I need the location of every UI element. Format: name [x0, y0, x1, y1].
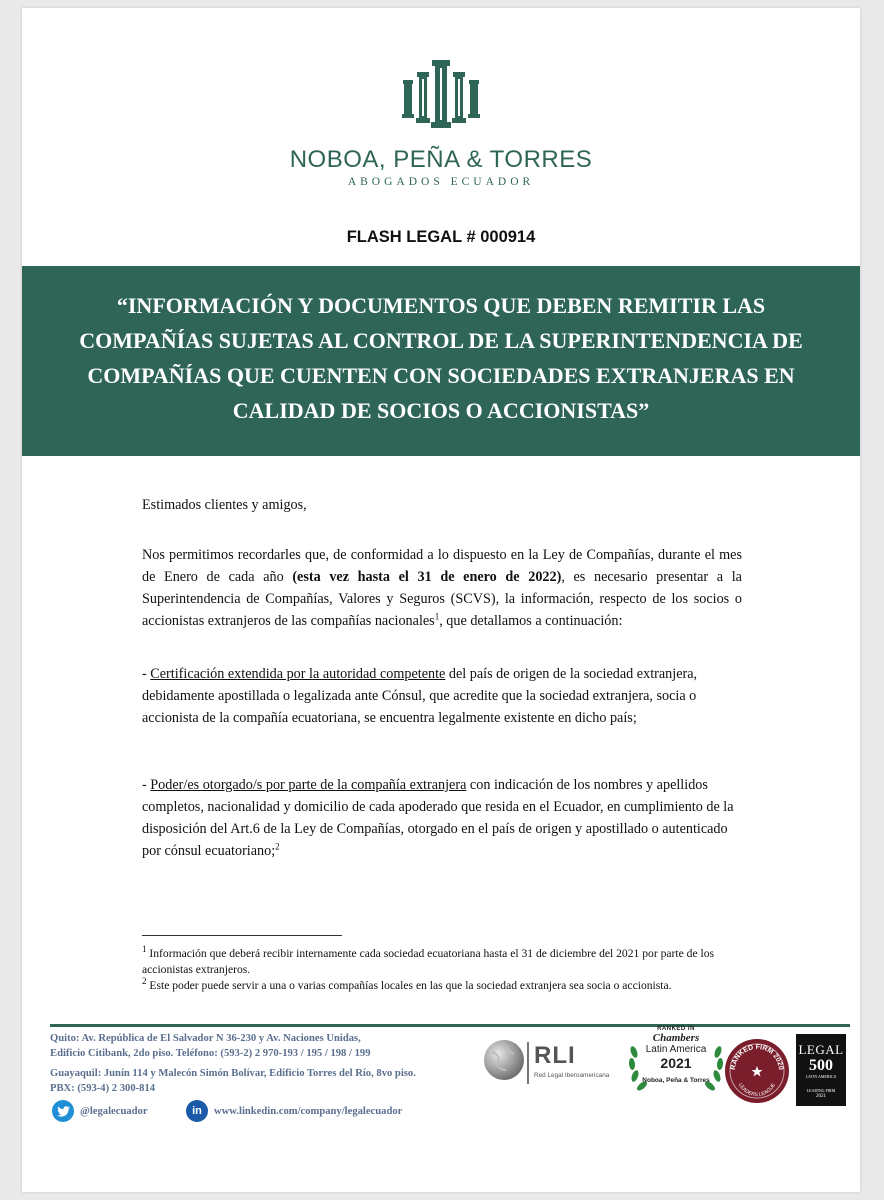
legal500-region: LATIN AMERICA [805, 1074, 837, 1079]
chambers-badge [626, 1026, 726, 1084]
greeting: Estimados clientes y amigos, [142, 497, 307, 513]
requirement-2 [142, 774, 742, 862]
rli-divider [527, 1042, 529, 1084]
footnote-ref-2: 2 [275, 841, 280, 852]
footnote-2-text: Este poder puede servir a una o varias compañías locales en las que la sociedad extranjera sea socia o accionista. [146, 979, 672, 992]
guayaquil-address-line-2: PBX: (593-4) 2 300-814 [50, 1083, 156, 1094]
footnote-1 [142, 946, 752, 977]
legal500-leading: LEADING FIRM [806, 1088, 836, 1093]
linkedin-icon: in [186, 1100, 208, 1122]
rli-name: RLI [534, 1042, 576, 1069]
footnote-1-number: 1 [142, 944, 147, 955]
twitter-icon [52, 1100, 74, 1122]
firm-logo [22, 60, 860, 141]
guayaquil-address [50, 1066, 416, 1096]
linkedin-link[interactable] [186, 1100, 402, 1122]
requirement-1-text: del país de origen de la sociedad extranjera, debidamente apostillada o legalizada ante Cónsul, que acredite que la sociedad extranjera, socia o accionista de la compañía ecuatoriana, se encuentra legalmente existente en dicho país; [142, 666, 698, 726]
chambers-firm: Noboa, Peña & Torres [642, 1077, 710, 1084]
twitter-handle: @legalecuador [80, 1105, 148, 1117]
banner-title: “INFORMACIÓN Y DOCUMENTOS QUE DEBEN REMITIR LAS COMPAÑÍAS SUJETAS AL CONTROL DE LA SUPERINTENDENCIA DE COMPAÑÍAS QUE CUENTEN CON SOCIEDADES EXTRANJERAS EN CALIDAD DE SOCIOS O ACCIONISTAS” [79, 293, 803, 423]
footnote-2 [142, 978, 752, 994]
chambers-name: Chambers [652, 1032, 700, 1044]
twitter-link[interactable] [52, 1100, 148, 1122]
requirement-2-text: con indicación de los nombres y apellidos completos, nacionalidad y domicilio de cada apoderado que resida en el Ecuador, en cumplimiento de la disposición del Art.6 de la Ley de Compañías, otorgado en el país de origen y apostillado o autenticado por cónsul ecuatoriano; [142, 777, 734, 859]
intro-text-b: , es necesario presentar a la Superintendencia de Compañías, Valores y Seguros (SCVS), la información, respecto de los socios o accionistas extranjeros de las compañías nacionales [142, 569, 742, 629]
requirement-2-heading: Poder/es otorgado/s por parte de la compañía extranjera [150, 777, 467, 793]
footnote-2-number: 2 [142, 976, 147, 987]
quito-address [50, 1031, 371, 1061]
rli-full-name: Red Legal Iberoamericana [534, 1072, 610, 1079]
linkedin-url: www.linkedin.com/company/legalecuador [214, 1105, 403, 1117]
legal500-year: 2021 [816, 1094, 826, 1099]
title-banner [22, 266, 860, 456]
seal-subtitle: LEADERS LEAGUE [737, 1082, 777, 1099]
quito-address-line-1: Quito: Av. República de El Salvador N 36-230 y Av. Naciones Unidas, [50, 1033, 361, 1044]
document-page [22, 8, 860, 1192]
intro-paragraph [142, 544, 742, 632]
flash-legal-title: FLASH LEGAL # 000914 [346, 228, 536, 246]
intro-text-a: Nos permitimos recordarles que, de conformidad a lo dispuesto en la Ley de Compañías, durante el mes de Enero de cada año [142, 547, 742, 585]
firm-subtitle: ABOGADOS ECUADOR [347, 176, 535, 188]
requirement-2-dash: - [142, 777, 151, 793]
legal500-legal: LEGAL [798, 1042, 844, 1057]
chambers-region: Latin America [645, 1044, 707, 1055]
guayaquil-address-line-1: Guayaquil: Junín 114 y Malecón Simón Bolívar, Edificio Torres del Río, 8vo piso. [50, 1068, 416, 1079]
requirement-1-dash: - [142, 666, 151, 682]
chambers-year: 2021 [660, 1055, 692, 1071]
columns-logo-icon [391, 60, 491, 136]
requirement-1 [142, 663, 742, 729]
intro-text-c: , que detallamos a continuación: [439, 613, 623, 629]
requirement-1-heading: Certificación extendida por la autoridad competente [150, 666, 446, 682]
firm-name: NOBOA, PEÑA & TORRES [289, 146, 593, 173]
footnote-ref-1: 1 [434, 611, 440, 622]
intro-deadline: (esta vez hasta el 31 de enero de 2022) [292, 569, 562, 585]
leaders-league-seal [724, 1038, 790, 1104]
rli-logo [534, 1042, 609, 1079]
footer-divider [50, 1024, 850, 1027]
legal500-badge [796, 1034, 846, 1106]
globe-icon [482, 1038, 526, 1082]
footnote-1-text: Información que deberá recibir internamente cada sociedad ecuatoriana hasta el 31 de diciembre del 2021 por parte de los accionistas extranjeros. [142, 947, 715, 976]
seal-title: RANKED FIRM 2020 [729, 1043, 785, 1071]
chambers-ranked-in: RANKED IN [657, 1026, 695, 1032]
legal500-number: 500 [809, 1057, 833, 1074]
quito-address-line-2: Edificio Citibank, 2do piso. Teléfono: (593-2) 2 970-193 / 195 / 198 / 199 [50, 1048, 371, 1059]
footnote-separator [142, 935, 342, 936]
